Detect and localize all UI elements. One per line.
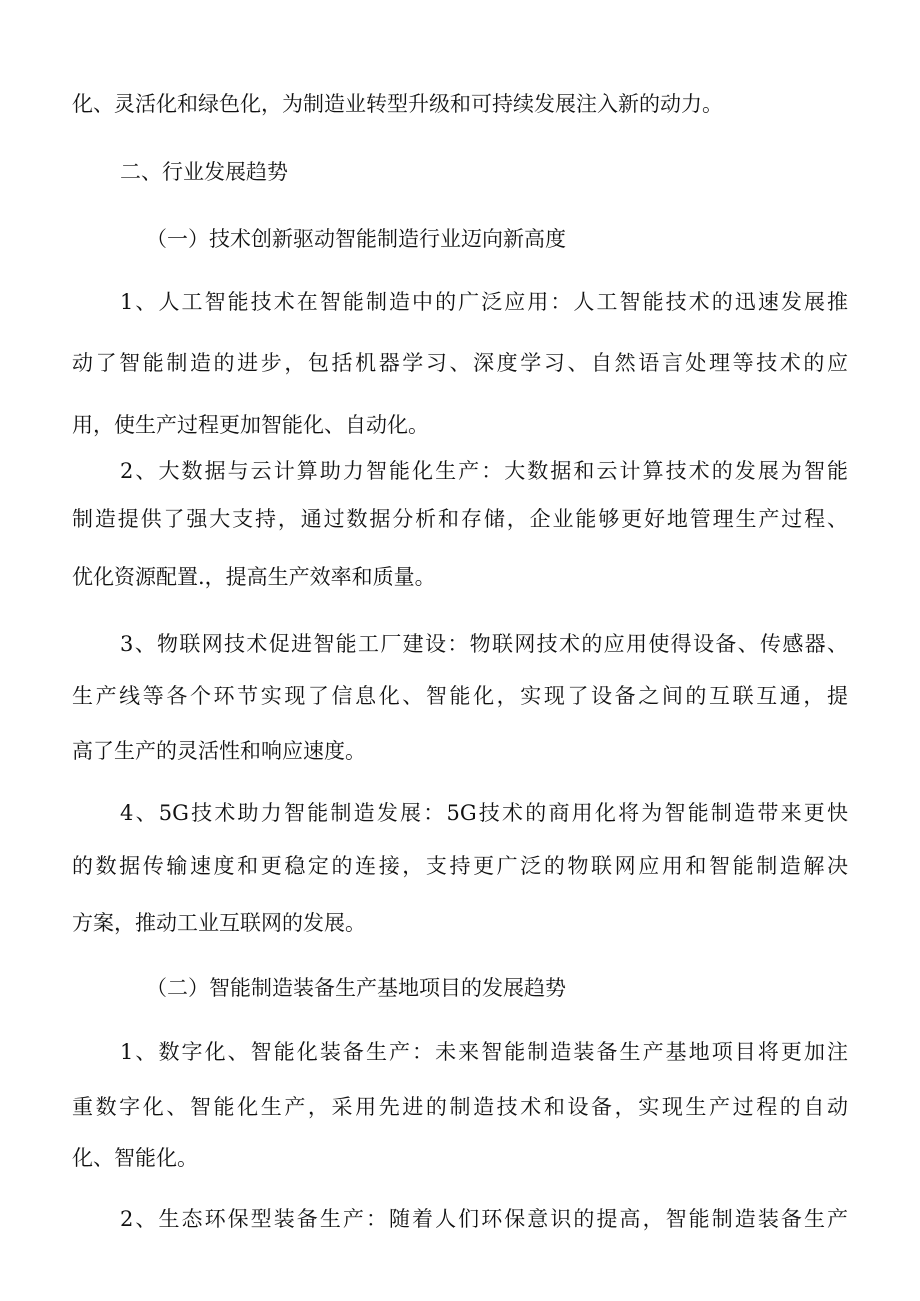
item-2-line-3: 优化资源配置.，提高生产效率和质量。 bbox=[72, 565, 436, 589]
item-4-line-1: 4、5G技术助力智能制造发展：5G技术的商用化将为智能制造带来更快 bbox=[120, 801, 848, 825]
item-3-line-2: 生产线等各个环节实现了信息化、智能化，实现了设备之间的互联互通，提 bbox=[72, 684, 848, 708]
item-6-line-1: 2、生态环保型装备生产：随着人们环保意识的提高，智能制造装备生产 bbox=[120, 1207, 848, 1231]
item-2-line-1: 2、大数据与云计算助力智能化生产：大数据和云计算技术的发展为智能 bbox=[120, 459, 848, 483]
item-5-line-3: 化、智能化。 bbox=[72, 1146, 198, 1170]
item-3-line-3: 高了生产的灵活性和响应速度。 bbox=[72, 739, 366, 763]
item-5-line-1: 1、数字化、智能化装备生产：未来智能制造装备生产基地项目将更加注 bbox=[120, 1040, 848, 1064]
subsection-heading-2: （二）智能制造装备生产基地项目的发展趋势 bbox=[146, 976, 566, 1000]
item-4-line-2: 的数据传输速度和更稳定的连接，支持更广泛的物联网应用和智能制造解决 bbox=[72, 854, 848, 878]
item-1-line-1: 1、人工智能技术在智能制造中的广泛应用：人工智能技术的迅速发展推 bbox=[120, 290, 848, 314]
item-1-line-3: 用，使生产过程更加智能化、自动化。 bbox=[72, 413, 429, 437]
item-3-line-1: 3、物联网技术促进智能工厂建设：物联网技术的应用使得设备、传感器、 bbox=[120, 632, 848, 656]
item-2-line-2: 制造提供了强大支持，通过数据分析和存储，企业能够更好地管理生产过程、 bbox=[72, 507, 848, 531]
paragraph-continuation-line: 化、灵活化和绿色化，为制造业转型升级和可持续发展注入新的动力。 bbox=[72, 92, 723, 116]
section-heading: 二、行业发展趋势 bbox=[120, 160, 288, 184]
item-1-line-2: 动了智能制造的进步，包括机器学习、深度学习、自然语言处理等技术的应 bbox=[72, 351, 848, 375]
item-4-line-3: 方案，推动工业互联网的发展。 bbox=[72, 911, 366, 935]
item-5-line-2: 重数字化、智能化生产，采用先进的制造技术和设备，实现生产过程的自动 bbox=[72, 1095, 848, 1119]
subsection-heading-1: （一）技术创新驱动智能制造行业迈向新高度 bbox=[146, 227, 566, 251]
